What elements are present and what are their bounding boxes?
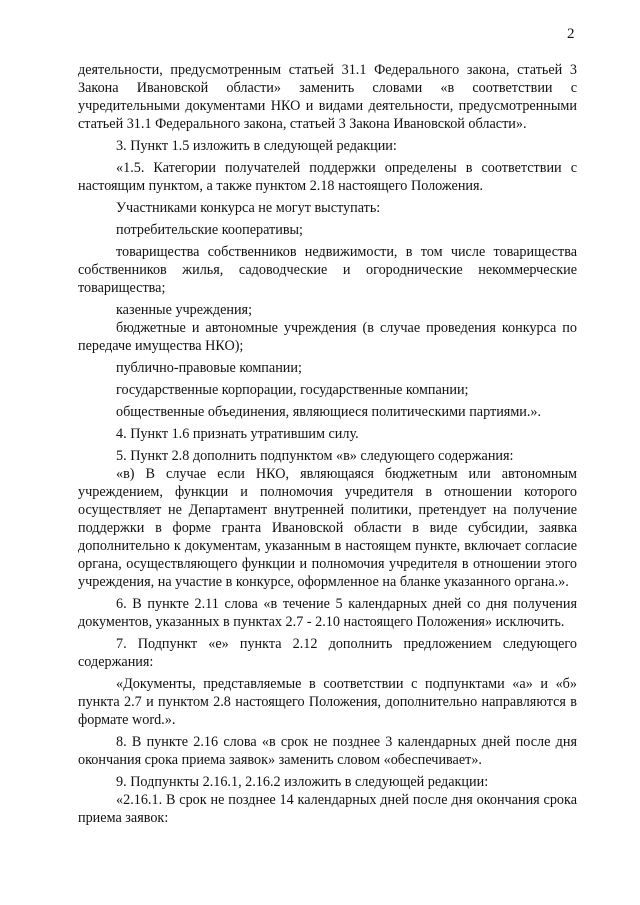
- list-item: общественные объединения, являющиеся политическими партиями.».: [116, 404, 542, 420]
- list-item: товарищества собственников недвижимости, в том числе товарищества собственников жилья, садоводческие и огороднические некоммерческие товарищества;: [78, 244, 577, 296]
- paragraph-item-3: 3. Пункт 1.5 изложить в следующей редакции:: [116, 138, 397, 154]
- paragraph-quote-1-5: «1.5. Категории получателей поддержки определены в соответствии с настоящим пунктом, а также пунктом 2.18 настоящего Положения.: [78, 160, 577, 194]
- list-item: казенные учреждения;: [116, 302, 253, 318]
- paragraph-participants: Участниками конкурса не могут выступать:: [116, 200, 381, 216]
- paragraph-item-6: 6. В пункте 2.11 слова «в течение 5 календарных дней со дня получения документов, указанных в пунктах 2.7 - 2.10 настоящего Положения» исключить.: [78, 596, 577, 630]
- paragraph-quote-documents: «Документы, представляемые в соответствии с подпунктами «а» и «б» пункта 2.7 и пунктом 2.8 настоящего Положения, дополнительно направляются в формате word.».: [78, 676, 577, 728]
- paragraph-item-5: 5. Пункт 2.8 дополнить подпунктом «в» следующего содержания:: [116, 448, 514, 464]
- paragraph-item-8: 8. В пункте 2.16 слова «в срок не позднее 3 календарных дней после дня окончания срока приема заявок» заменить словом «обеспечивает».: [78, 734, 577, 768]
- document-body: [78, 61, 577, 827]
- paragraph-continuation: деятельности, предусмотренным статьей 31.1 Федерального закона, статьей 3 Закона Ивановской области» заменить словами «в соответствии с учредительными документами НКО и видами деятельности, предусмотренными статьей 31.1 Федерального закона, статьей 3 Закона Ивановской области».: [78, 62, 577, 132]
- paragraph-quote-2-16-1: «2.16.1. В срок не позднее 14 календарных дней после дня окончания срока приема заявок:: [78, 792, 577, 826]
- list-item: государственные корпорации, государственные компании;: [116, 382, 469, 398]
- paragraph-item-9: 9. Подпункты 2.16.1, 2.16.2 изложить в следующей редакции:: [116, 774, 489, 790]
- paragraph-item-4: 4. Пункт 1.6 признать утратившим силу.: [116, 426, 359, 442]
- list-item: публично-правовые компании;: [116, 360, 302, 376]
- paragraph-subitem-v: «в) В случае если НКО, являющаяся бюджетным или автономным учреждением, функции и полномочия учредителя в отношении которого осуществляет не Департамент внутренней политики, претендует на получение поддержки в форме гранта Ивановской области в виде субсидии, заявка дополнительно к документам, указанным в настоящем пункте, включает согласие органа, осуществляющего функции и полномочия учредителя в отношении этого учреждения, на участие в конкурсе, оформленное на бланке указанного органа.».: [78, 466, 577, 590]
- page-number: 2: [567, 26, 575, 42]
- list-item: бюджетные и автономные учреждения (в случае проведения конкурса по передаче имущества НКО);: [78, 320, 577, 354]
- list-item: потребительские кооперативы;: [116, 222, 303, 238]
- paragraph-item-7: 7. Подпункт «е» пункта 2.12 дополнить предложением следующего содержания:: [78, 636, 577, 670]
